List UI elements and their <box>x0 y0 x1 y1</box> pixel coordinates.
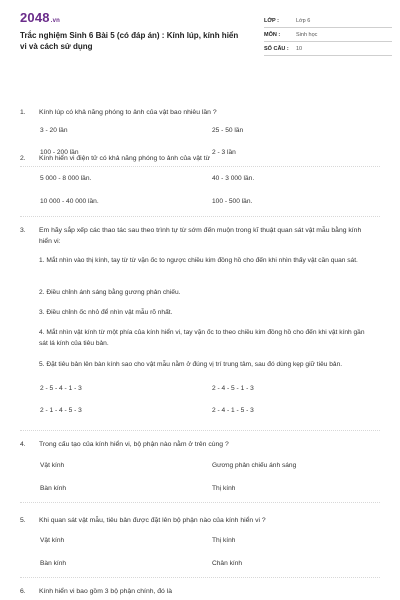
option-c[interactable]: 2 - 1 - 4 - 5 - 3 <box>40 407 82 414</box>
question-4 <box>20 439 390 492</box>
meta-row-class <box>264 14 392 28</box>
option-d[interactable]: 2 - 4 - 1 - 5 - 3 <box>212 407 254 414</box>
option-c[interactable]: 10 000 - 40 000 lần. <box>40 198 99 205</box>
question-divider <box>20 216 380 217</box>
document-header <box>12 10 388 58</box>
option-c[interactable]: Bàn kính <box>40 485 67 492</box>
site-logo[interactable] <box>20 10 60 25</box>
document-title: Trắc nghiệm Sinh 6 Bài 5 (có đáp án) : Kính lúp, kính hiển vi và cách sử dụng <box>20 31 239 51</box>
step-4: 4. Mắt nhìn vật kính từ một phía của kính hiển vi, tay vặn ốc to theo chiều kim đồng hồ cho đến khi vật kính gần sát lá kính của tiêu bản. <box>39 329 365 347</box>
question-divider <box>20 577 380 578</box>
option-d[interactable]: 100 - 500 lần. <box>212 198 253 205</box>
question-2 <box>20 153 390 205</box>
question-text: Kính hiển vi bao gồm 3 bộ phận chính, đó là <box>39 588 173 595</box>
document-meta <box>264 14 392 56</box>
question-text: Khi quan sát vật mẫu, tiêu bản được đặt lên bộ phận nào của kính hiển vi ? <box>39 517 266 524</box>
step-5: 5. Đặt tiêu bản lên bàn kính sao cho vật mẫu nằm ở đúng vị trí trung tâm, sau đó dùng kẹp giữ tiêu bản. <box>39 361 343 368</box>
meta-value: Lớp 6 <box>296 17 311 24</box>
question-divider <box>20 166 380 167</box>
question-divider <box>20 430 380 431</box>
meta-key: SỐ CÂU : <box>264 45 289 52</box>
question-number: 5. <box>20 517 26 524</box>
meta-value: Sinh học <box>296 31 318 38</box>
question-6 <box>20 586 390 597</box>
question-divider <box>20 502 380 503</box>
meta-row-subject <box>264 28 392 42</box>
question-number: 2. <box>20 155 26 162</box>
question-number: 1. <box>20 109 26 116</box>
option-b[interactable]: 2 - 4 - 5 - 1 - 3 <box>212 385 254 392</box>
step-2: 2. Điều chỉnh ánh sáng bằng gương phản chiếu. <box>39 289 181 296</box>
logo-suffix: .vn <box>50 18 61 24</box>
question-text: Trong cấu tạo của kính hiển vi, bộ phận nào nằm ở trên cùng ? <box>39 441 229 448</box>
option-b[interactable]: Thị kính <box>212 537 236 544</box>
step-1: 1. Mắt nhìn vào thị kính, tay từ từ vặn ốc to ngược chiều kim đồng hồ cho đến khi nhìn thấy vật cần quan sát. <box>39 257 358 264</box>
step-3: 3. Điều chỉnh ốc nhỏ để nhìn vật mẫu rõ nhất. <box>39 309 173 316</box>
option-d[interactable]: Chân kính <box>212 560 243 567</box>
question-number: 6. <box>20 588 26 595</box>
question-3 <box>20 225 390 414</box>
question-text: Kính lúp có khả năng phóng to ảnh của vật bao nhiêu lần ? <box>39 109 217 116</box>
question-1 <box>20 107 390 156</box>
option-b[interactable]: 25 - 50 lần <box>212 127 244 134</box>
question-text: Em hãy sắp xếp các thao tác sau theo trình tự từ sớm đến muộn trong kĩ thuật quan sát vật mẫu bằng kính hiển vi: <box>39 227 362 245</box>
question-5 <box>20 515 390 567</box>
meta-key: MÔN : <box>264 31 281 38</box>
meta-value: 10 <box>296 45 303 52</box>
meta-key: LỚP : <box>264 17 279 24</box>
logo-text: 2048 <box>20 10 50 25</box>
option-b[interactable]: Gương phản chiếu ánh sáng <box>212 462 297 469</box>
option-a[interactable]: 2 - 5 - 4 - 1 - 3 <box>40 385 82 392</box>
option-a[interactable]: 3 - 20 lần <box>40 127 68 134</box>
option-d[interactable]: 2 - 3 lần <box>212 149 236 156</box>
question-number: 3. <box>20 227 26 234</box>
option-d[interactable]: Thị kính <box>212 485 236 492</box>
question-text: Kính hiển vi điện tử có khả năng phóng to ảnh của vật từ <box>39 155 211 162</box>
option-b[interactable]: 40 - 3 000 lần. <box>212 175 255 182</box>
option-c[interactable]: Bàn kính <box>40 560 67 567</box>
option-a[interactable]: 5 000 - 8 000 lần. <box>40 175 92 182</box>
option-a[interactable]: Vật kính <box>40 462 65 469</box>
question-number: 4. <box>20 441 26 448</box>
option-c[interactable]: 100 - 200 lần <box>40 149 79 156</box>
meta-row-count <box>264 42 392 56</box>
option-a[interactable]: Vật kính <box>40 537 65 544</box>
